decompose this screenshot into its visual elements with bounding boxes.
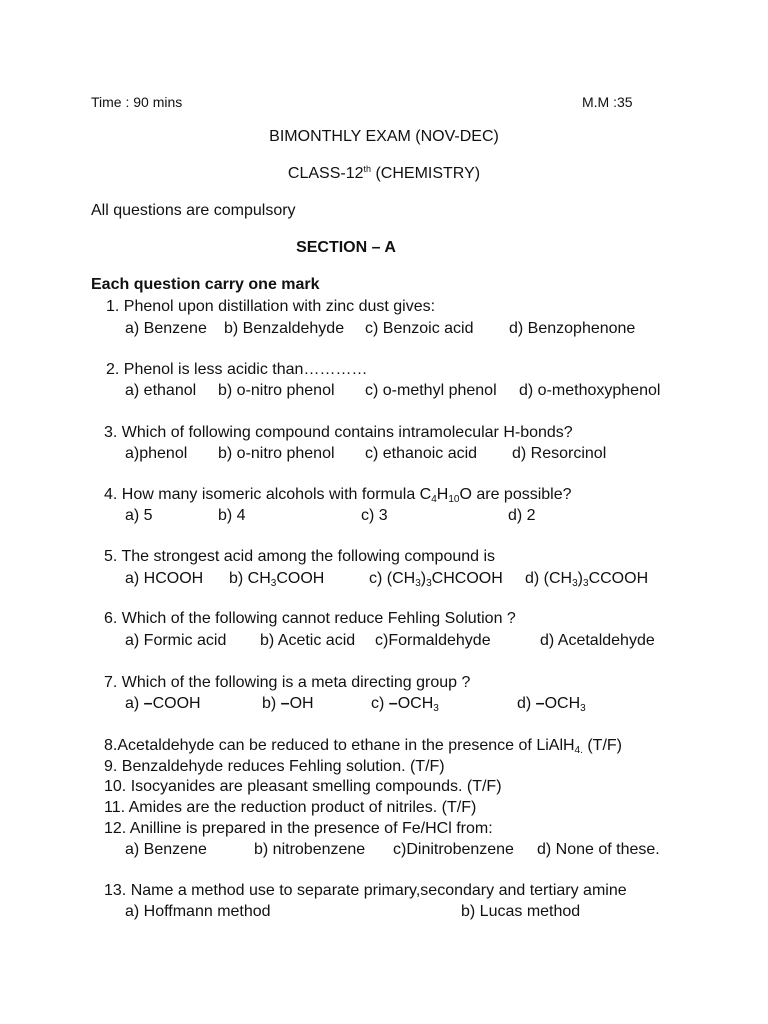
q2-option-c: c) o-methyl phenol [365,382,497,399]
q7-c-post: OCH [397,695,434,712]
q5-option-d [525,570,648,588]
question-7: 7. Which of the following is a meta directing group ? [104,674,471,691]
q7-b-pre: b) [262,695,281,712]
q6-option-b: b) Acetic acid [260,632,356,649]
q7-d-sub: 3 [580,703,586,714]
q5-c-sub-1: 3 [415,578,421,589]
section-heading: SECTION – A [296,239,396,256]
q6-option-a: a) Formic acid [125,632,227,649]
q7-d-pre: d) [517,695,536,712]
q13-option-a: a) Hoffmann method [125,903,271,920]
q4-sub-2: 10 [448,494,460,505]
class-prefix: CLASS-12 [287,165,364,182]
q5-c-mid: ) [420,570,427,587]
q4-option-a: a) 5 [125,507,153,524]
q5-option-c [369,570,503,588]
q5-c-pre: c) (CH [369,570,416,587]
time-allowed: Time : 90 mins [91,94,183,110]
instructions: All questions are compulsory [91,202,296,219]
q2-option-b: b) o-nitro phenol [218,382,335,399]
q5-option-b [229,570,324,588]
q4-option-d: d) 2 [508,507,536,524]
class-sup: th [363,164,372,174]
q4-text-mid: H [436,486,449,503]
q3-option-d: d) Resorcinol [512,445,607,462]
q7-option-c [371,695,439,713]
q7-a-pre: a) [125,695,144,712]
q6-option-c: c)Formaldehyde [375,632,491,649]
q2-option-a: a) ethanol [125,382,197,399]
q5-d-sub-2: 3 [583,578,589,589]
q5-b-pre: b) CH [229,570,271,587]
q7-d-post: OCH [544,695,581,712]
q7-option-d [517,695,586,713]
q13-option-b: b) Lucas method [461,903,581,920]
q5-option-a: a) HCOOH [125,570,204,587]
q7-c-sub: 3 [433,703,439,714]
q5-d-pre: d) (CH [525,570,573,587]
q7-option-b [262,695,314,713]
question-3: 3. Which of following compound contains intramolecular H-bonds? [104,424,573,441]
q5-b-sub: 3 [270,578,277,589]
q4-text-pre: 4. How many isomeric alcohols with formula C [104,486,432,503]
q7-option-a [125,695,201,713]
q3-option-b: b) o-nitro phenol [218,445,335,462]
q3-option-a: a)phenol [125,445,188,462]
exam-title: BIMONTHLY EXAM (NOV-DEC) [269,128,499,145]
q12-option-b: b) nitrobenzene [254,841,366,858]
q12-option-a: a) Benzene [125,841,207,858]
class-suffix: (CHEMISTRY) [371,165,481,182]
q5-c-post: CHCOOH [431,570,503,587]
q6-option-d: d) Acetaldehyde [540,632,655,649]
q7-c-pre: c) [371,695,389,712]
q1-option-d: d) Benzophenone [509,320,636,337]
q5-d-post: CCOOH [588,570,649,587]
q5-d-sub-1: 3 [572,578,578,589]
q7-a-post: COOH [152,695,201,712]
q2-option-d: d) o-methoxyphenol [519,382,661,399]
question-2: 2. Phenol is less acidic than………… [106,361,368,378]
question-9: 9. Benzaldehyde reduces Fehling solution. (T/F) [104,758,445,775]
marks-note: Each question carry one mark [91,276,320,293]
q7-d-dash: – [535,695,545,712]
q4-option-b: b) 4 [218,507,246,524]
q8-text-post: (T/F) [582,737,622,754]
class-subject [0,165,768,183]
question-1: 1. Phenol upon distillation with zinc dust gives: [106,298,436,315]
question-4 [104,486,572,504]
q7-a-dash: – [143,695,153,712]
q5-b-post: COOH [276,570,325,587]
question-8 [104,737,622,755]
q5-c-sub-2: 3 [426,578,432,589]
question-6: 6. Which of the following cannot reduce Fehling Solution ? [104,610,516,627]
q12-option-d: d) None of these. [537,841,660,858]
q4-option-c: c) 3 [361,507,388,524]
q3-option-c: c) ethanoic acid [365,445,478,462]
question-10: 10. Isocyanides are pleasant smelling compounds. (T/F) [104,778,502,795]
q1-option-b: b) Benzaldehyde [224,320,345,337]
question-13: 13. Name a method use to separate primary,secondary and tertiary amine [104,882,627,899]
q7-b-post: OH [289,695,314,712]
question-12: 12. Anilline is prepared in the presence of Fe/HCl from: [104,820,493,837]
q4-sub-1: 4 [431,494,437,505]
max-marks: M.M :35 [582,94,633,110]
question-11: 11. Amides are the reduction product of nitriles. (T/F) [104,799,477,816]
q4-text-post: O are possible? [459,486,572,503]
question-5: 5. The strongest acid among the following compound is [104,548,496,565]
q12-option-c: c)Dinitrobenzene [393,841,514,858]
q7-b-dash: – [280,695,290,712]
q8-text-pre: 8.Acetaldehyde can be reduced to ethane in the presence of LiAlH [104,737,575,754]
q8-sub: 4. [574,745,583,756]
q7-c-dash: – [388,695,398,712]
q5-d-mid: ) [577,570,583,587]
q1-option-a: a) Benzene [125,320,207,337]
q1-option-c: c) Benzoic acid [365,320,474,337]
